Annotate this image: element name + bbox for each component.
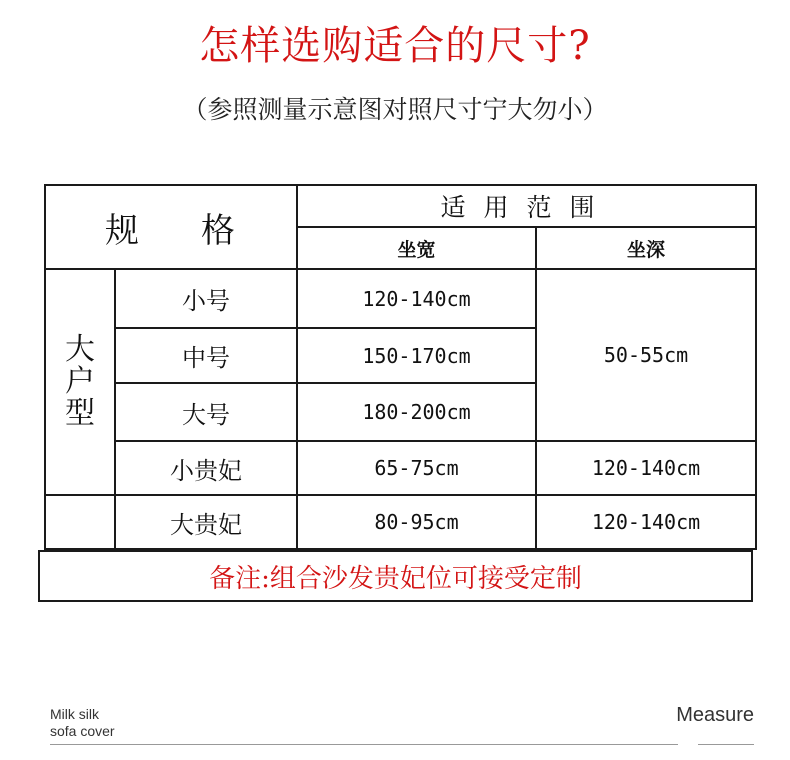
shared-depth: 50-55cm [536, 269, 756, 441]
row-width-small: 120-140cm [297, 269, 536, 328]
page-title: 怎样选购适合的尺寸? [199, 23, 591, 69]
width-header: 坐宽 [297, 227, 536, 269]
footer-divider-left [50, 744, 678, 745]
note-box [38, 550, 753, 602]
row-name-medium: 中号 [115, 328, 297, 383]
range-header: 适用范围 [297, 185, 756, 227]
spec-header-char-1: 规 [105, 210, 141, 251]
row-width-large-chaise: 80-95cm [297, 495, 536, 549]
spec-header-char-2: 格 [201, 210, 237, 251]
row-depth-large-chaise: 120-140cm [536, 495, 756, 549]
brand-line-1: Milk silk [50, 706, 99, 722]
size-table [44, 184, 757, 550]
row-depth-small-chaise: 120-140cm [536, 441, 756, 495]
empty-group-cell [45, 495, 115, 549]
row-name-large-chaise: 大贵妃 [115, 495, 297, 549]
group-label [45, 269, 115, 495]
section-label: Measure [676, 704, 754, 726]
brand-line-2: sofa cover [50, 723, 115, 739]
row-width-medium: 150-170cm [297, 328, 536, 383]
spec-header [45, 185, 297, 269]
brand-caption [50, 706, 115, 740]
row-width-large: 180-200cm [297, 383, 536, 441]
group-label-text: 大户型 [65, 332, 95, 431]
row-name-small-chaise: 小贵妃 [115, 441, 297, 495]
row-name-small: 小号 [115, 269, 297, 328]
page-subtitle: （参照测量示意图对照尺寸宁大勿小） [182, 95, 608, 124]
note-text: 备注:组合沙发贵妃位可接受定制 [209, 563, 582, 594]
row-name-large: 大号 [115, 383, 297, 441]
footer-divider-right [698, 744, 754, 745]
depth-header: 坐深 [536, 227, 756, 269]
row-width-small-chaise: 65-75cm [297, 441, 536, 495]
